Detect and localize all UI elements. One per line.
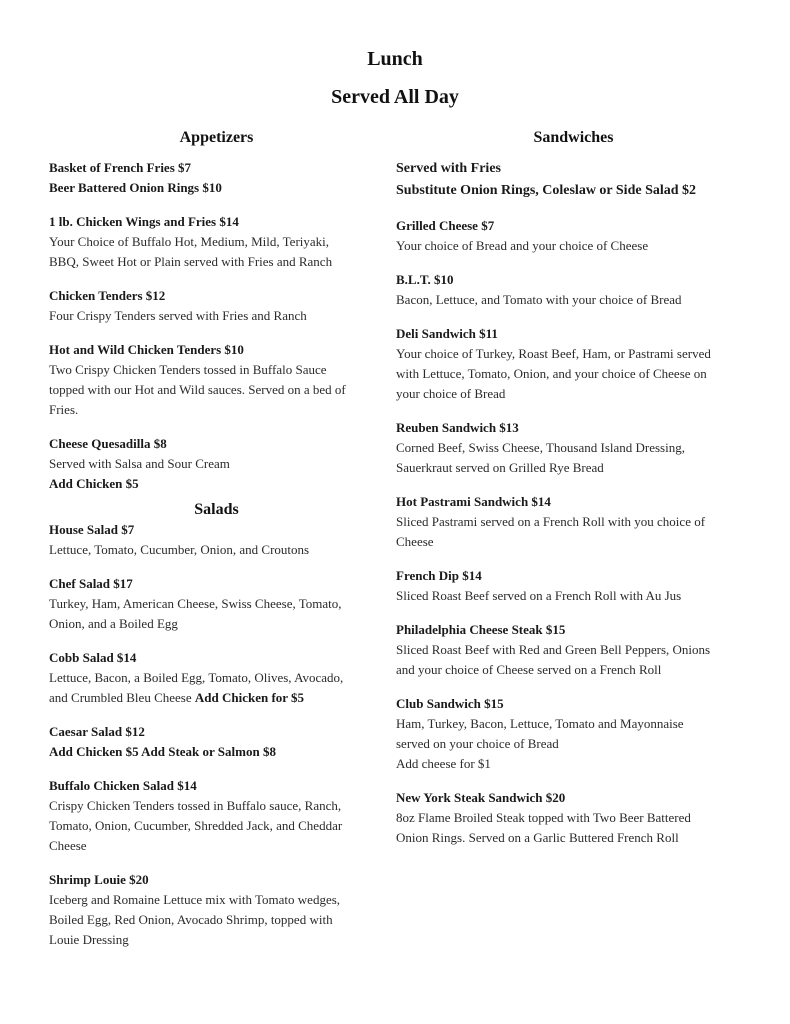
menu-item xyxy=(49,434,384,494)
menu-item xyxy=(396,216,751,256)
item-desc: and Crumbled Bleu Cheese xyxy=(49,690,192,705)
menu-item xyxy=(49,776,384,856)
left-column xyxy=(49,128,384,964)
item-desc: and your choice of Cheese served on a French Roll xyxy=(396,662,662,677)
item-desc: Bacon, Lettuce, and Tomato with your choice of Bread xyxy=(396,292,682,307)
item-name: House Salad $7 xyxy=(49,522,135,537)
item-name: Cobb Salad $14 xyxy=(49,650,137,665)
item-desc: Sauerkraut served on Grilled Rye Bread xyxy=(396,460,604,475)
item-name: Hot and Wild Chicken Tenders $10 xyxy=(49,342,244,357)
item-desc: Add cheese for $1 xyxy=(396,756,491,771)
item-name: B.L.T. $10 xyxy=(396,272,454,287)
right-column xyxy=(396,128,751,862)
menu-item xyxy=(396,788,751,848)
item-name: French Dip $14 xyxy=(396,568,482,583)
menu-item xyxy=(49,158,384,198)
item-name: Chef Salad $17 xyxy=(49,576,133,591)
item-name: Basket of French Fries $7 xyxy=(49,160,192,175)
menu-item xyxy=(49,722,384,762)
item-desc: topped with our Hot and Wild sauces. Served on a bed of xyxy=(49,382,346,397)
menu-item xyxy=(49,286,384,326)
item-desc: Lettuce, Bacon, a Boiled Egg, Tomato, Olives, Avocado, xyxy=(49,670,344,685)
item-desc: Sliced Roast Beef served on a French Roll with Au Jus xyxy=(396,588,682,603)
item-name: Reuben Sandwich $13 xyxy=(396,420,519,435)
item-desc: Your choice of Turkey, Roast Beef, Ham, or Pastrami served xyxy=(396,346,711,361)
item-desc: Four Crispy Tenders served with Fries and Ranch xyxy=(49,308,307,323)
menu-item xyxy=(396,620,751,680)
menu-item xyxy=(396,492,751,552)
item-addon: Add Chicken $5 Add Steak or Salmon $8 xyxy=(49,744,276,759)
item-desc: with Lettuce, Tomato, Onion, and your choice of Cheese on xyxy=(396,366,707,381)
item-desc: Boiled Egg, Red Onion, Avocado Shrimp, topped with xyxy=(49,912,333,927)
item-desc: Onion Rings. Served on a Garlic Buttered French Roll xyxy=(396,830,679,845)
menu-item xyxy=(49,212,384,272)
sandwiches-heading: Sandwiches xyxy=(533,129,614,146)
item-name: Buffalo Chicken Salad $14 xyxy=(49,778,197,793)
item-desc: Crispy Chicken Tenders tossed in Buffalo sauce, Ranch, xyxy=(49,798,342,813)
menu-item xyxy=(396,694,751,774)
item-name: 1 lb. Chicken Wings and Fries $14 xyxy=(49,214,239,229)
item-name: Hot Pastrami Sandwich $14 xyxy=(396,494,551,509)
item-desc: Iceberg and Romaine Lettuce mix with Tomato wedges, xyxy=(49,892,341,907)
item-desc: Turkey, Ham, American Cheese, Swiss Cheese, Tomato, xyxy=(49,596,342,611)
item-desc: Your choice of Bread and your choice of Cheese xyxy=(396,238,649,253)
menu-item xyxy=(49,574,384,634)
item-desc: Two Crispy Chicken Tenders tossed in Buffalo Sauce xyxy=(49,362,327,377)
item-desc: Cheese xyxy=(49,838,87,853)
menu-item xyxy=(49,520,384,560)
menu-subtitle: Served All Day xyxy=(331,86,459,108)
item-desc: Sliced Roast Beef with Red and Green Bell Peppers, Onions xyxy=(396,642,711,657)
item-desc: your choice of Bread xyxy=(396,386,506,401)
item-desc: 8oz Flame Broiled Steak topped with Two Beer Battered xyxy=(396,810,691,825)
item-name: Cheese Quesadilla $8 xyxy=(49,436,167,451)
menu-item xyxy=(396,270,751,310)
menu-item xyxy=(396,566,751,606)
item-desc: Sliced Pastrami served on a French Roll with you choice of xyxy=(396,514,706,529)
item-name: Chicken Tenders $12 xyxy=(49,288,166,303)
item-addon: Add Chicken for $5 xyxy=(194,690,305,705)
salads-heading: Salads xyxy=(194,501,239,518)
item-name: Beer Battered Onion Rings $10 xyxy=(49,180,222,195)
item-name: Caesar Salad $12 xyxy=(49,724,145,739)
menu-item xyxy=(396,324,751,404)
menu-item xyxy=(49,870,384,950)
item-desc: Tomato, Onion, Cucumber, Shredded Jack, and Cheddar xyxy=(49,818,343,833)
item-desc: Onion, and a Boiled Egg xyxy=(49,616,178,631)
item-desc: Served with Salsa and Sour Cream xyxy=(49,456,230,471)
item-desc: served on your choice of Bread xyxy=(396,736,559,751)
menu-item xyxy=(396,418,751,478)
item-name: Shrimp Louie $20 xyxy=(49,872,149,887)
menu-item xyxy=(49,648,384,708)
item-desc: Corned Beef, Swiss Cheese, Thousand Island Dressing, xyxy=(396,440,685,455)
item-desc: Ham, Turkey, Bacon, Lettuce, Tomato and Mayonnaise xyxy=(396,716,684,731)
item-name: New York Steak Sandwich $20 xyxy=(396,790,566,805)
item-name: Club Sandwich $15 xyxy=(396,696,504,711)
item-desc: Cheese xyxy=(396,534,434,549)
item-desc: Lettuce, Tomato, Cucumber, Onion, and Croutons xyxy=(49,542,310,557)
note-line: Substitute Onion Rings, Coleslaw or Side Salad $2 xyxy=(396,183,697,198)
note-line: Served with Fries xyxy=(396,161,501,176)
item-name: Philadelphia Cheese Steak $15 xyxy=(396,622,566,637)
item-desc: Fries. xyxy=(49,402,79,417)
menu-item xyxy=(49,340,384,420)
item-name: Deli Sandwich $11 xyxy=(396,326,498,341)
item-addon: Add Chicken $5 xyxy=(49,476,139,491)
item-desc: Louie Dressing xyxy=(49,932,129,947)
item-desc-line xyxy=(49,688,384,708)
sandwich-note xyxy=(396,158,751,202)
item-desc: Your Choice of Buffalo Hot, Medium, Mild, Teriyaki, xyxy=(49,234,330,249)
item-desc: BBQ, Sweet Hot or Plain served with Fries and Ranch xyxy=(49,254,333,269)
menu-title: Lunch xyxy=(367,48,423,70)
appetizers-heading: Appetizers xyxy=(179,129,254,146)
item-name: Grilled Cheese $7 xyxy=(396,218,495,233)
